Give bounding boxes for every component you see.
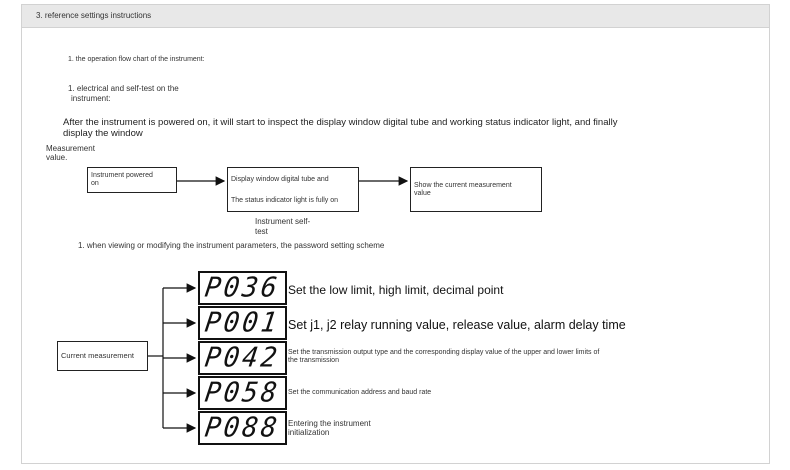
password-scheme-heading: 1. when viewing or modifying the instrument parameters, the password setting scheme	[78, 241, 385, 250]
self-test-caption-line2: test	[255, 227, 268, 236]
display-test-label-line1: Display window digital tube and	[231, 176, 329, 183]
power-on-label-line2: on	[91, 180, 99, 187]
section-title: 3. reference settings instructions	[36, 11, 152, 20]
measurement-label-line2: value.	[46, 153, 68, 162]
desc-p036: Set the low limit, high limit, decimal point	[288, 283, 504, 297]
code-p058: P058	[202, 377, 283, 409]
show-value-label-line1: Show the current measurement	[414, 182, 512, 189]
show-value-label-line2: value	[414, 190, 431, 197]
desc-p088-line2: initialization	[288, 428, 330, 437]
desc-p088-line1: Entering the instrument	[288, 419, 371, 428]
code-p001: P001	[202, 307, 283, 339]
desc-p001: Set j1, j2 relay running value, release value, alarm delay time	[288, 318, 626, 332]
power-on-label-line1: Instrument powered	[91, 172, 153, 179]
self-test-heading-line1: 1. electrical and self-test on the	[68, 84, 179, 93]
code-p088: P088	[202, 412, 283, 444]
desc-p042-line1: Set the transmission output type and the corresponding display value of the upper and lower limits of	[288, 349, 600, 356]
power-on-description-line1: After the instrument is powered on, it will start to inspect the display window digital tube and working status indicator light, and finally	[63, 117, 618, 128]
measurement-label-line1: Measurement	[46, 144, 95, 153]
self-test-heading-line2: instrument:	[71, 94, 111, 103]
desc-p058: Set the communication address and baud rate	[288, 389, 432, 396]
power-on-description-line2: display the window	[63, 128, 143, 139]
display-test-label-line2: The status indicator light is fully on	[231, 197, 338, 204]
current-measurement-label: Current measurement	[61, 351, 134, 360]
code-p042: P042	[202, 342, 283, 374]
desc-p042-line2: the transmission	[288, 357, 339, 364]
code-p036: P036	[202, 272, 283, 304]
self-test-caption-line1: Instrument self-	[255, 217, 311, 226]
flow-chart-heading: 1. the operation flow chart of the instrument:	[68, 56, 205, 63]
